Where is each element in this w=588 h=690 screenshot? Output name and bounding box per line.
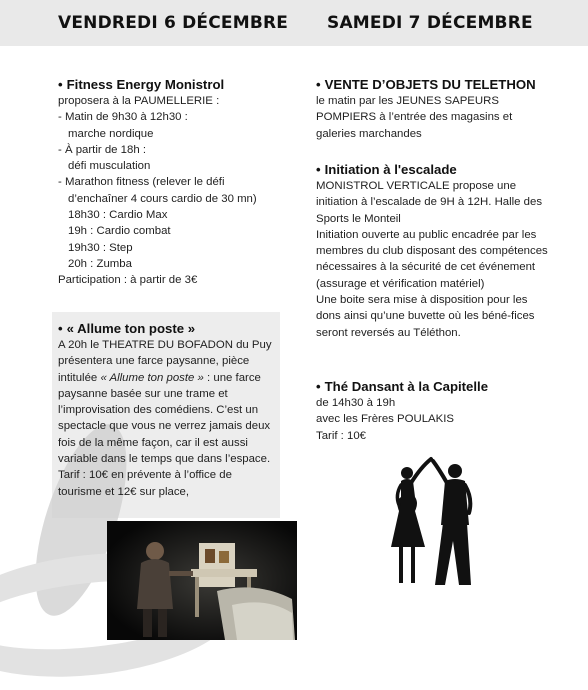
event-title-poste: • « Allume ton poste » xyxy=(58,321,196,336)
play-title: « Allume ton poste » xyxy=(100,371,204,384)
event-allume-ton-poste xyxy=(58,320,278,500)
dancing-couple-icon xyxy=(385,455,485,590)
schedule-line: d’enchaîner 4 cours cardio de 30 mn) xyxy=(68,192,257,205)
event-vente-telethon xyxy=(316,76,548,142)
fitness-schedule xyxy=(58,109,284,272)
event-escalade xyxy=(316,161,548,341)
bullet-icon: • xyxy=(316,162,321,177)
vente-description: le matin par les JEUNES SAPEURS POMPIERS à l’entrée des magasins et galeries marchandes xyxy=(316,95,513,140)
event-title-vente: • VENTE D’OBJETS DU TELETHON xyxy=(316,77,536,92)
schedule-line: 19h : Cardio combat xyxy=(68,225,171,238)
schedule-line: - Marathon fitness (relever le défi xyxy=(58,176,225,189)
schedule-line: 20h : Zumba xyxy=(68,257,132,270)
event-title-fitness: • Fitness Energy Monistrol xyxy=(58,77,225,92)
bullet-icon: • xyxy=(58,77,63,92)
poste-tarif: Tarif : 10€ en prévente à l’office de tourisme et 12€ sur place, xyxy=(58,469,232,498)
the-dansant-line: Tarif : 10€ xyxy=(316,429,367,442)
escalade-intro: MONISTROL VERTICALE propose une initiation à l’escalade de 9H à 12H. Halle des Sports le Monteil xyxy=(316,180,543,225)
event-title-escalade: • Initiation à l'escalade xyxy=(316,162,457,177)
theatre-scene-image xyxy=(107,521,297,640)
the-dansant-line: avec les Frères POULAKIS xyxy=(316,413,455,426)
schedule-line: - À partir de 18h : xyxy=(58,143,147,156)
fitness-participation: Participation : à partir de 3€ xyxy=(58,274,198,287)
event-title-the-dansant: • Thé Dansant à la Capitelle xyxy=(316,379,489,394)
saturday-heading: SAMEDI 7 DÉCEMBRE xyxy=(327,13,533,33)
bullet-icon: • xyxy=(316,379,321,394)
poste-description: A 20h le THEATRE DU BOFADON du Puy présentera une farce paysanne, pièce intitulée « Allume ton poste » : une farce paysanne basée sur une trame et l’improvisation des comédiens. C’est un spectacle que vous ne verrez jamais deux fois de la même façon, car il est aussi variable dans le temps que dans l’espace. xyxy=(58,339,272,466)
schedule-line: marche nordique xyxy=(68,127,154,140)
schedule-line: 18h30 : Cardio Max xyxy=(68,209,168,222)
event-fitness xyxy=(58,76,284,289)
bullet-icon: • xyxy=(58,321,63,336)
friday-heading: VENDREDI 6 DÉCEMBRE xyxy=(58,13,289,33)
theatre-photo xyxy=(107,521,297,640)
escalade-donations: Une boite sera mise à disposition pour les dons ainsi qu’une buvette où les béné-fices seront reversés au Téléthon. xyxy=(316,294,535,339)
escalade-details: Initiation ouverte au public encadrée par les membres du club disposant des compétences nécessaires à la sécurité de cet événement (assurage et vérification matériel) xyxy=(316,228,548,290)
schedule-line: - Matin de 9h30 à 12h30 : xyxy=(58,111,188,124)
fitness-intro: proposera à la PAUMELLERIE : xyxy=(58,95,220,107)
schedule-line: 19h30 : Step xyxy=(68,241,133,254)
bullet-icon: • xyxy=(316,77,321,92)
event-the-dansant xyxy=(316,378,548,444)
schedule-line: défi musculation xyxy=(68,160,151,173)
the-dansant-line: de 14h30 à 19h xyxy=(316,397,396,409)
